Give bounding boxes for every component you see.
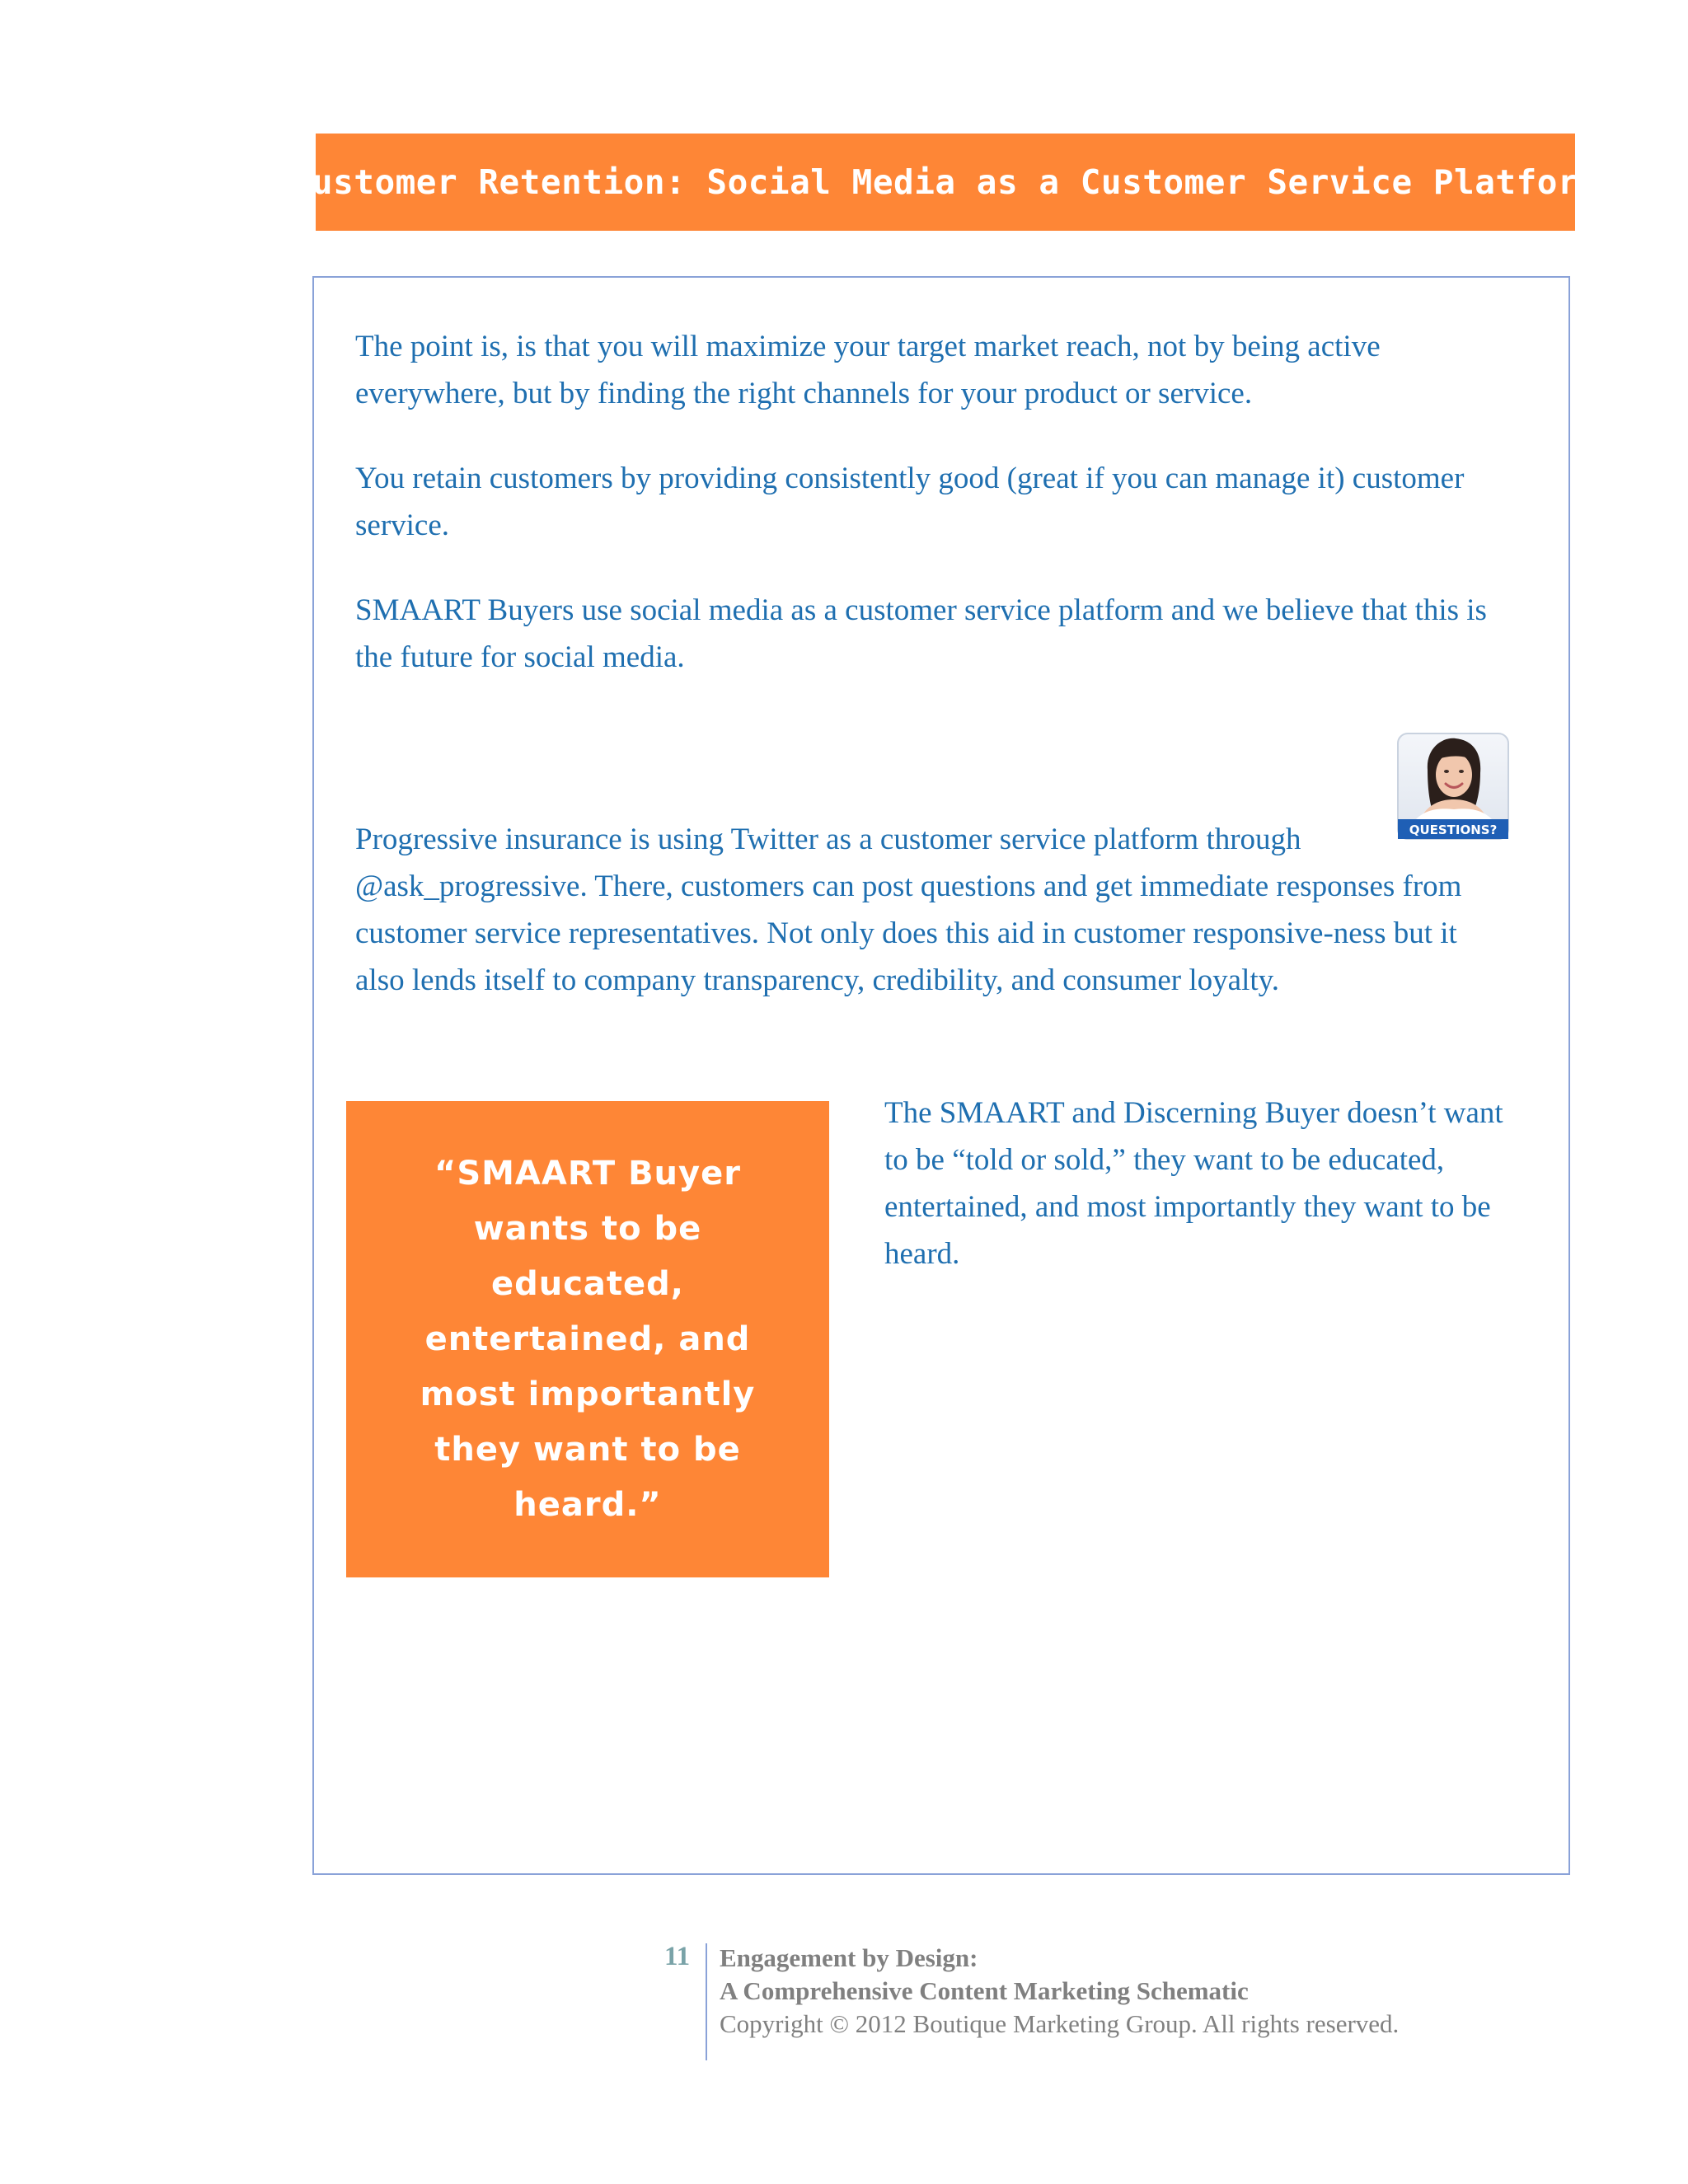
pull-quote-text: “SMAART Buyer wants to be educated, entertained, and most importantly they want to be heard.” [420,1154,756,1524]
footer-copyright: Copyright © 2012 Boutique Marketing Group. All rights reserved. [720,2009,1400,2038]
pull-quote-box [346,1101,829,1577]
paragraph-smaart-buyers: SMAART Buyers use social media as a customer service platform and we believe that this is the future for social media. [355,593,1487,674]
section-title: Customer Retention: Social Media as a Customer Service Platform [291,162,1600,202]
paragraph-retain-customers: You retain customers by providing consistently good (great if you can manage it) customer service. [355,462,1465,542]
paragraph-discerning-buyer: The SMAART and Discerning Buyer doesn’t want to be “told or sold,” they want to be educated, entertained, and most importantly they want to be heard. [884,1096,1503,1271]
paragraph-progressive-twitter: Progressive insurance is using Twitter as a customer service platform through @ask_progressive. There, customers can post questions and get immediate responses from customer service representatives. Not only does this aid in customer responsive-ness but it also lends itself to company transparency, credibility, and consumer loyalty. [355,823,1462,997]
questions-label: QUESTIONS? [1409,823,1498,837]
footer-title-line-1: Engagement by Design: [720,1943,978,1972]
section-header-banner [291,134,1600,231]
footer-title-line-2: A Comprehensive Content Marketing Schematic [720,1976,1249,2005]
footer-divider [706,1943,707,2060]
paragraph-target-market: The point is, is that you will maximize your target market reach, not by being active everywhere, but by finding the right channels for your product or service. [355,330,1381,410]
footer-info [720,1942,1399,2041]
page-number: 11 [664,1942,691,1971]
